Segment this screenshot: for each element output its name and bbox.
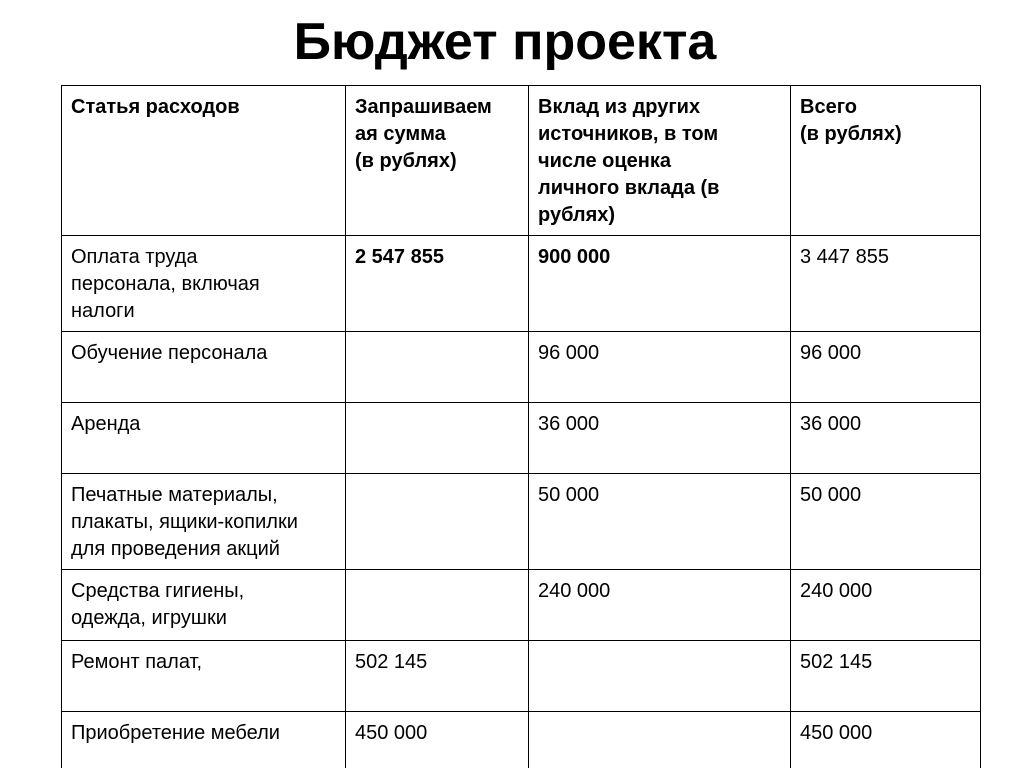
- cell-other-sources: 240 000: [529, 570, 791, 641]
- cell-requested-amount: 450 000: [346, 712, 529, 768]
- cell-total: 96 000: [791, 332, 981, 403]
- cell-expense-item: Средства гигиены, одежда, игрушки: [62, 570, 346, 641]
- table-row: [62, 332, 981, 403]
- cell-other-sources: 50 000: [529, 474, 791, 570]
- cell-total: 502 145: [791, 641, 981, 712]
- cell-requested-amount: 502 145: [346, 641, 529, 712]
- table-row: [62, 474, 981, 570]
- cell-requested-amount: [346, 332, 529, 403]
- page-title: Бюджет проекта: [293, 13, 717, 71]
- cell-expense-item: Аренда: [62, 403, 346, 474]
- cell-total: 240 000: [791, 570, 981, 641]
- table-row: [62, 403, 981, 474]
- header-requested-amount: Запрашиваем ая сумма (в рублях): [346, 86, 529, 236]
- cell-other-sources: 900 000: [529, 236, 791, 332]
- header-expense-item: Статья расходов: [62, 86, 346, 236]
- cell-other-sources: [529, 712, 791, 768]
- cell-requested-amount: [346, 403, 529, 474]
- table-row: [62, 236, 981, 332]
- cell-total: 36 000: [791, 403, 981, 474]
- cell-expense-item: Печатные материалы, плакаты, ящики-копилки для проведения акций: [62, 474, 346, 570]
- table-row: [62, 570, 981, 641]
- cell-requested-amount: [346, 570, 529, 641]
- cell-expense-item: Ремонт палат,: [62, 641, 346, 712]
- cell-expense-item: Приобретение мебели: [62, 712, 346, 768]
- table-row: [62, 712, 981, 768]
- cell-total: 50 000: [791, 474, 981, 570]
- header-other-sources: Вклад из других источников, в том числе оценка личного вклада (в рублях): [529, 86, 791, 236]
- cell-other-sources: 36 000: [529, 403, 791, 474]
- cell-total: 450 000: [791, 712, 981, 768]
- cell-total: 3 447 855: [791, 236, 981, 332]
- table-header-row: [62, 86, 981, 236]
- cell-requested-amount: [346, 474, 529, 570]
- cell-requested-amount: 2 547 855: [346, 236, 529, 332]
- cell-expense-item: Обучение персонала: [62, 332, 346, 403]
- cell-other-sources: [529, 641, 791, 712]
- cell-expense-item: Оплата труда персонала, включая налоги: [62, 236, 346, 332]
- header-total: Всего (в рублях): [791, 86, 981, 236]
- budget-table: [61, 85, 981, 768]
- table-row: [62, 641, 981, 712]
- cell-other-sources: 96 000: [529, 332, 791, 403]
